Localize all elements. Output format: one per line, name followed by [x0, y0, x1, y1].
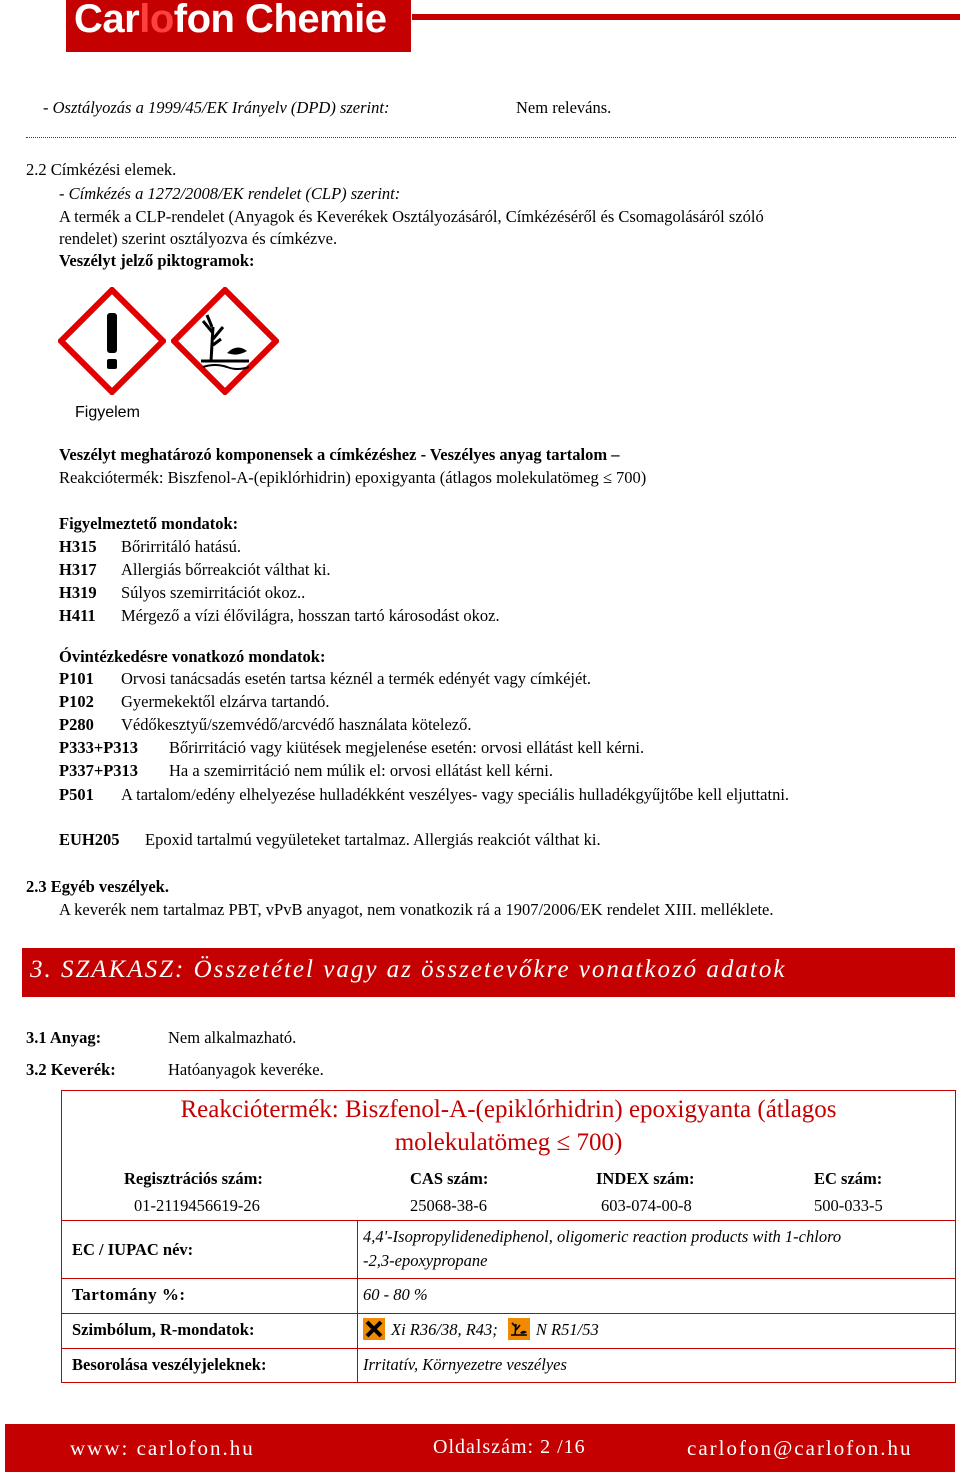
exclamation-mark-icon — [58, 287, 166, 395]
section-3-title: 3. SZAKASZ: Összetétel vagy az összetevőkre vonatkozó adatok — [30, 956, 787, 983]
precaution-text: Gyermekektől elzárva tartandó. — [121, 692, 330, 711]
component-title-1: Reakciótermék: Biszfenol-A-(epiklórhidrin) epoxigyanta (átlagos — [180, 1096, 837, 1123]
hazard-text: Bőrirritáló hatású. — [121, 537, 242, 556]
precaution-code: P501 — [59, 785, 94, 804]
symbol-1-text: Xi R36/38, R43; — [391, 1320, 498, 1339]
reg-label: Regisztrációs szám: — [124, 1169, 263, 1188]
index-value: 603-074-00-8 — [601, 1196, 692, 1215]
table-column-divider — [357, 1220, 358, 1382]
index-label: INDEX szám: — [596, 1169, 695, 1188]
mixture-value: Hatóanyagok keveréke. — [168, 1060, 324, 1079]
range-value: 60 - 80 % — [363, 1285, 428, 1304]
component-box — [61, 1090, 956, 1383]
dpd-value: Nem releváns. — [516, 98, 612, 117]
table-rule — [62, 1348, 955, 1349]
hazard-text: Súlyos szemirritációt okoz.. — [121, 583, 306, 602]
table-rule — [62, 1220, 955, 1221]
classification-label: Besorolása veszélyjeleknek: — [72, 1355, 267, 1374]
precaution-text: Ha a szemirritáció nem múlik el: orvosi ellátást kell kérni. — [169, 761, 553, 780]
substance-value: Nem alkalmazható. — [168, 1028, 297, 1047]
table-rule — [62, 1278, 955, 1279]
classification-value: Irritatív, Környezetre veszélyes — [363, 1355, 567, 1374]
symbols-value — [363, 1318, 599, 1340]
hazard-code: H411 — [59, 606, 96, 625]
xi-irritant-icon — [363, 1318, 385, 1340]
components-text: Reakciótermék: Biszfenol-A-(epiklórhidrin) epoxigyanta (átlagos molekulatömeg ≤ 700) — [59, 468, 647, 487]
precaution-text: A tartalom/edény elhelyezése hulladékként veszélyes- vagy speciális hulladékgyűjtőbe kell eljuttatni. — [121, 785, 790, 804]
iupac-label: EC / IUPAC név: — [72, 1240, 194, 1259]
hazard-code: H319 — [59, 583, 97, 602]
footer-website: www: carlofon.hu — [70, 1436, 255, 1460]
precaution-code: P101 — [59, 669, 94, 688]
footer-page-number: Oldalszám: 2 /16 — [433, 1436, 586, 1458]
euh-text: Epoxid tartalmú vegyületeket tartalmaz. Allergiás reakciót válthat ki. — [145, 830, 601, 849]
company-logo-text: Carlofon Chemie — [74, 0, 387, 41]
ec-value: 500-033-5 — [814, 1196, 883, 1215]
header-rule — [412, 14, 960, 20]
n-environment-icon — [508, 1318, 530, 1340]
dotted-divider — [26, 137, 956, 138]
labelling-heading: 2.2 Címkézési elemek. — [26, 160, 177, 179]
precaution-text: Orvosi tanácsadás esetén tartsa kéznél a termék edényét vagy címkéjét. — [121, 669, 592, 688]
precaution-code: P102 — [59, 692, 94, 711]
reg-value: 01-2119456619-26 — [134, 1196, 260, 1215]
component-title-2: molekulatömeg ≤ 700) — [394, 1129, 623, 1156]
components-label: Veszélyt meghatározó komponensek a címkézéshez - Veszélyes anyag tartalom – — [59, 445, 620, 464]
precaution-code: P333+P313 — [59, 738, 139, 757]
signal-word: Figyelem — [75, 404, 140, 421]
dpd-label: - Osztályozás a 1999/45/EK Irányelv (DPD) szerint: — [43, 98, 390, 117]
other-hazards-heading: 2.3 Egyéb veszélyek. — [26, 877, 169, 896]
clp-text-1: A termék a CLP-rendelet (Anyagok és Keverékek Osztályozásáról, Címkézéséről és Csomagolásáról szóló — [59, 207, 764, 226]
hazard-code: H315 — [59, 537, 97, 556]
symbol-2-text: N R51/53 — [535, 1320, 599, 1339]
range-label: Tartomány %: — [72, 1285, 186, 1304]
precaution-code: P280 — [59, 715, 94, 734]
hazard-text: Allergiás bőrreakciót válthat ki. — [121, 560, 331, 579]
substance-label: 3.1 Anyag: — [26, 1028, 102, 1047]
page-header — [0, 0, 960, 55]
precaution-text: Bőrirritáció vagy kiütések megjelenése esetén: orvosi ellátást kell kérni. — [169, 738, 645, 757]
clp-label: - Címkézés a 1272/2008/EK rendelet (CLP) szerint: — [59, 184, 401, 203]
section-3-banner — [22, 948, 955, 997]
clp-text-2: rendelet) szerint osztályozva és címkézve. — [59, 229, 338, 248]
cas-value: 25068-38-6 — [410, 1196, 487, 1215]
iupac-value-1: 4,4'-Isopropylidenediphenol, oligomeric reaction products with 1-chloro — [363, 1227, 842, 1246]
precaution-code: P337+P313 — [59, 761, 139, 780]
page-footer — [5, 1424, 955, 1472]
precaution-text: Védőkesztyű/szemvédő/arcvédő használata kötelező. — [121, 715, 472, 734]
iupac-value-2: -2,3-epoxypropane — [363, 1251, 488, 1270]
mixture-label: 3.2 Keverék: — [26, 1060, 116, 1079]
euh-code: EUH205 — [59, 830, 120, 849]
footer-email: carlofon@carlofon.hu — [687, 1436, 913, 1460]
ec-label: EC szám: — [814, 1169, 883, 1188]
cas-label: CAS szám: — [410, 1169, 489, 1188]
symbols-label: Szimbólum, R-mondatok: — [72, 1320, 255, 1339]
hazard-heading: Figyelmeztető mondatok: — [59, 514, 239, 533]
precaution-heading: Óvintézkedésre vonatkozó mondatok: — [59, 647, 326, 666]
other-hazards-text: A keverék nem tartalmaz PBT, vPvB anyagot, nem vonatkozik rá a 1907/2006/EK rendelet XIII. melléklete. — [59, 900, 774, 919]
hazard-text: Mérgező a vízi élővilágra, hosszan tartó károsodást okoz. — [121, 606, 500, 625]
environment-icon — [171, 287, 279, 395]
hazard-code: H317 — [59, 560, 97, 579]
pictograms-label: Veszélyt jelző piktogramok: — [59, 251, 255, 270]
table-rule — [62, 1313, 955, 1314]
